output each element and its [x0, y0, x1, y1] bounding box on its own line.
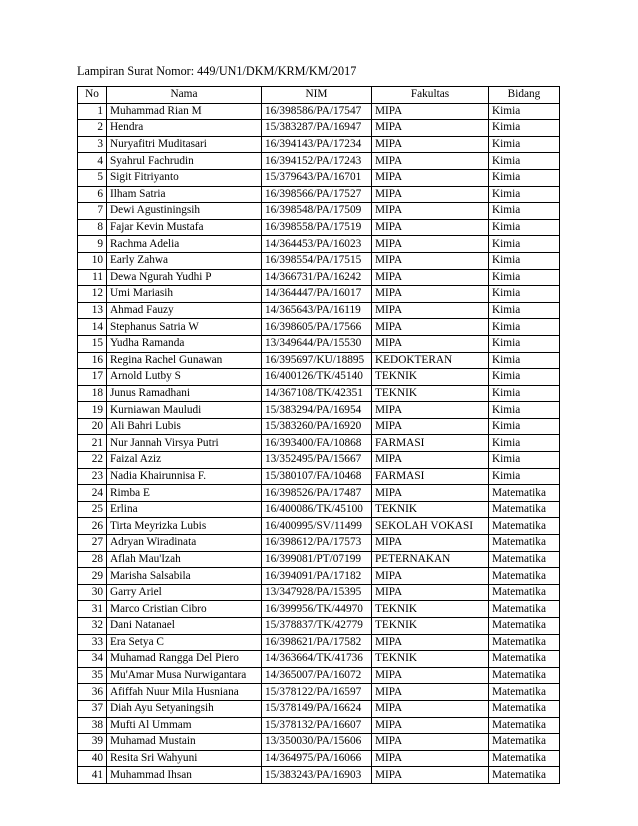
cell-nama: Junus Ramadhani	[107, 385, 262, 402]
cell-fakultas: MIPA	[372, 700, 489, 717]
table-row	[78, 452, 560, 469]
table-row	[78, 700, 560, 717]
cell-bidang: Kimia	[489, 452, 560, 469]
cell-nama: Rachma Adelia	[107, 236, 262, 253]
cell-nim: 16/400995/SV/11499	[262, 518, 372, 535]
cell-no: 13	[78, 302, 107, 319]
cell-fakultas: MIPA	[372, 319, 489, 336]
cell-fakultas: MIPA	[372, 750, 489, 767]
cell-nama: Stephanus Satria W	[107, 319, 262, 336]
cell-bidang: Kimia	[489, 319, 560, 336]
cell-nama: Arnold Lutby S	[107, 369, 262, 386]
cell-nim: 16/395697/KU/18895	[262, 352, 372, 369]
cell-nim: 14/365007/PA/16072	[262, 667, 372, 684]
cell-no: 9	[78, 236, 107, 253]
cell-bidang: Kimia	[489, 435, 560, 452]
cell-bidang: Kimia	[489, 103, 560, 120]
table-row	[78, 435, 560, 452]
cell-nama: Aflah Mau'Izah	[107, 551, 262, 568]
cell-nim: 16/393400/FA/10868	[262, 435, 372, 452]
cell-nim: 15/378122/PA/16597	[262, 684, 372, 701]
cell-nim: 13/350030/PA/15606	[262, 734, 372, 751]
cell-bidang: Matematika	[489, 551, 560, 568]
table-row	[78, 485, 560, 502]
cell-nim: 15/378149/PA/16624	[262, 700, 372, 717]
cell-no: 19	[78, 402, 107, 419]
cell-bidang: Matematika	[489, 518, 560, 535]
cell-no: 26	[78, 518, 107, 535]
cell-nama: Rimba E	[107, 485, 262, 502]
header-bidang: Bidang	[489, 87, 560, 104]
cell-no: 31	[78, 601, 107, 618]
cell-bidang: Matematika	[489, 535, 560, 552]
cell-fakultas: MIPA	[372, 402, 489, 419]
table-row	[78, 269, 560, 286]
table-row	[78, 219, 560, 236]
cell-fakultas: TEKNIK	[372, 385, 489, 402]
cell-bidang: Matematika	[489, 601, 560, 618]
cell-fakultas: MIPA	[372, 136, 489, 153]
table-row	[78, 634, 560, 651]
cell-nama: Faizal Aziz	[107, 452, 262, 469]
cell-nim: 15/383243/PA/16903	[262, 767, 372, 784]
cell-nama: Early Zahwa	[107, 252, 262, 269]
table-row	[78, 186, 560, 203]
table-row	[78, 286, 560, 303]
cell-nama: Era Setya C	[107, 634, 262, 651]
cell-no: 39	[78, 734, 107, 751]
cell-no: 40	[78, 750, 107, 767]
table-row	[78, 418, 560, 435]
cell-bidang: Kimia	[489, 468, 560, 485]
table-row	[78, 584, 560, 601]
cell-fakultas: TEKNIK	[372, 501, 489, 518]
cell-nama: Nuryafitri Muditasari	[107, 136, 262, 153]
cell-bidang: Matematika	[489, 584, 560, 601]
cell-fakultas: KEDOKTERAN	[372, 352, 489, 369]
cell-no: 30	[78, 584, 107, 601]
table-row	[78, 335, 560, 352]
cell-no: 2	[78, 120, 107, 137]
cell-nama: Ali Bahri Lubis	[107, 418, 262, 435]
cell-nim: 14/364975/PA/16066	[262, 750, 372, 767]
header-fakultas: Fakultas	[372, 87, 489, 104]
cell-fakultas: FARMASI	[372, 435, 489, 452]
cell-nim: 14/364447/PA/16017	[262, 286, 372, 303]
cell-nama: Muhammad Rian M	[107, 103, 262, 120]
cell-bidang: Kimia	[489, 236, 560, 253]
cell-nim: 16/394143/PA/17234	[262, 136, 372, 153]
cell-bidang: Kimia	[489, 136, 560, 153]
cell-nim: 13/347928/PA/15395	[262, 584, 372, 601]
cell-no: 28	[78, 551, 107, 568]
cell-fakultas: MIPA	[372, 485, 489, 502]
table-row	[78, 501, 560, 518]
cell-no: 14	[78, 319, 107, 336]
cell-nim: 14/365643/PA/16119	[262, 302, 372, 319]
table-row	[78, 518, 560, 535]
cell-no: 3	[78, 136, 107, 153]
table-row	[78, 767, 560, 784]
cell-bidang: Kimia	[489, 169, 560, 186]
table-row	[78, 236, 560, 253]
cell-no: 20	[78, 418, 107, 435]
table-row	[78, 369, 560, 386]
cell-nim: 16/399081/PT/07199	[262, 551, 372, 568]
cell-nama: Mufti Al Ummam	[107, 717, 262, 734]
cell-fakultas: MIPA	[372, 103, 489, 120]
cell-nama: Adryan Wiradinata	[107, 535, 262, 552]
cell-bidang: Kimia	[489, 269, 560, 286]
cell-bidang: Matematika	[489, 734, 560, 751]
cell-no: 21	[78, 435, 107, 452]
table-row	[78, 601, 560, 618]
table-row	[78, 651, 560, 668]
table-row	[78, 568, 560, 585]
table-row	[78, 750, 560, 767]
cell-bidang: Kimia	[489, 186, 560, 203]
cell-no: 16	[78, 352, 107, 369]
cell-no: 33	[78, 634, 107, 651]
cell-nama: Dewi Agustiningsih	[107, 203, 262, 220]
cell-no: 37	[78, 700, 107, 717]
cell-no: 12	[78, 286, 107, 303]
table-row	[78, 734, 560, 751]
cell-fakultas: MIPA	[372, 734, 489, 751]
cell-fakultas: FARMASI	[372, 468, 489, 485]
cell-nim: 16/398586/PA/17547	[262, 103, 372, 120]
cell-no: 4	[78, 153, 107, 170]
cell-bidang: Matematika	[489, 618, 560, 635]
cell-nim: 16/394152/PA/17243	[262, 153, 372, 170]
cell-fakultas: MIPA	[372, 717, 489, 734]
cell-fakultas: MIPA	[372, 269, 489, 286]
table-row	[78, 618, 560, 635]
cell-no: 24	[78, 485, 107, 502]
table-row	[78, 402, 560, 419]
cell-bidang: Matematika	[489, 568, 560, 585]
cell-nama: Ilham Satria	[107, 186, 262, 203]
cell-fakultas: MIPA	[372, 120, 489, 137]
cell-bidang: Kimia	[489, 385, 560, 402]
header-nama: Nama	[107, 87, 262, 104]
cell-fakultas: MIPA	[372, 153, 489, 170]
cell-no: 23	[78, 468, 107, 485]
cell-nim: 16/394091/PA/17182	[262, 568, 372, 585]
cell-bidang: Kimia	[489, 120, 560, 137]
cell-nim: 16/398612/PA/17573	[262, 535, 372, 552]
header-no: No	[78, 87, 107, 104]
table-row	[78, 684, 560, 701]
cell-fakultas: MIPA	[372, 634, 489, 651]
table-row	[78, 153, 560, 170]
cell-nim: 16/400086/TK/45100	[262, 501, 372, 518]
cell-nama: Regina Rachel Gunawan	[107, 352, 262, 369]
cell-fakultas: MIPA	[372, 186, 489, 203]
cell-nama: Tirta Meyrizka Lubis	[107, 518, 262, 535]
cell-nama: Fajar Kevin Mustafa	[107, 219, 262, 236]
cell-no: 27	[78, 535, 107, 552]
cell-no: 36	[78, 684, 107, 701]
table-row	[78, 385, 560, 402]
cell-fakultas: MIPA	[372, 767, 489, 784]
table-row	[78, 551, 560, 568]
cell-nama: Dani Natanael	[107, 618, 262, 635]
cell-fakultas: MIPA	[372, 684, 489, 701]
cell-nama: Mu'Amar Musa Nurwigantara	[107, 667, 262, 684]
cell-nama: Muhamad Rangga Del Piero	[107, 651, 262, 668]
cell-nama: Diah Ayu Setyaningsih	[107, 700, 262, 717]
cell-nama: Umi Mariasih	[107, 286, 262, 303]
cell-nim: 14/367108/TK/42351	[262, 385, 372, 402]
cell-nama: Muhammad Ihsan	[107, 767, 262, 784]
cell-fakultas: SEKOLAH VOKASI	[372, 518, 489, 535]
cell-fakultas: MIPA	[372, 302, 489, 319]
cell-no: 15	[78, 335, 107, 352]
cell-fakultas: TEKNIK	[372, 618, 489, 635]
cell-fakultas: TEKNIK	[372, 601, 489, 618]
cell-nim: 15/380107/FA/10468	[262, 468, 372, 485]
cell-fakultas: MIPA	[372, 335, 489, 352]
cell-nama: Garry Ariel	[107, 584, 262, 601]
cell-nama: Hendra	[107, 120, 262, 137]
cell-nim: 16/398558/PA/17519	[262, 219, 372, 236]
cell-nama: Yudha Ramanda	[107, 335, 262, 352]
cell-nama: Kurniawan Mauludi	[107, 402, 262, 419]
table-row	[78, 302, 560, 319]
table-row	[78, 717, 560, 734]
cell-nama: Muhamad Mustain	[107, 734, 262, 751]
cell-nim: 15/383287/PA/16947	[262, 120, 372, 137]
cell-nama: Syahrul Fachrudin	[107, 153, 262, 170]
cell-nim: 15/378837/TK/42779	[262, 618, 372, 635]
cell-nim: 15/379643/PA/16701	[262, 169, 372, 186]
cell-nim: 16/400126/TK/45140	[262, 369, 372, 386]
cell-bidang: Matematika	[489, 700, 560, 717]
cell-bidang: Matematika	[489, 485, 560, 502]
cell-no: 38	[78, 717, 107, 734]
cell-nama: Sigit Fitriyanto	[107, 169, 262, 186]
cell-bidang: Kimia	[489, 302, 560, 319]
header-nim: NIM	[262, 87, 372, 104]
cell-no: 25	[78, 501, 107, 518]
cell-nim: 14/364453/PA/16023	[262, 236, 372, 253]
cell-nim: 16/398548/PA/17509	[262, 203, 372, 220]
table-row	[78, 169, 560, 186]
cell-nama: Ahmad Fauzy	[107, 302, 262, 319]
cell-nama: Dewa Ngurah Yudhi P	[107, 269, 262, 286]
cell-no: 11	[78, 269, 107, 286]
cell-fakultas: MIPA	[372, 203, 489, 220]
cell-bidang: Kimia	[489, 252, 560, 269]
cell-nim: 14/366731/PA/16242	[262, 269, 372, 286]
cell-nim: 14/363664/TK/41736	[262, 651, 372, 668]
cell-no: 5	[78, 169, 107, 186]
cell-nama: Afiffah Nuur Mila Husniana	[107, 684, 262, 701]
cell-nim: 16/398621/PA/17582	[262, 634, 372, 651]
cell-no: 41	[78, 767, 107, 784]
cell-no: 29	[78, 568, 107, 585]
table-row	[78, 136, 560, 153]
cell-nim: 13/349644/PA/15530	[262, 335, 372, 352]
cell-nama: Nur Jannah Virsya Putri	[107, 435, 262, 452]
cell-no: 17	[78, 369, 107, 386]
table-row	[78, 319, 560, 336]
table-row	[78, 468, 560, 485]
table-row	[78, 252, 560, 269]
cell-fakultas: MIPA	[372, 568, 489, 585]
cell-no: 35	[78, 667, 107, 684]
cell-fakultas: MIPA	[372, 236, 489, 253]
cell-nim: 16/398605/PA/17566	[262, 319, 372, 336]
table-row	[78, 203, 560, 220]
cell-nim: 16/398526/PA/17487	[262, 485, 372, 502]
cell-no: 34	[78, 651, 107, 668]
cell-fakultas: TEKNIK	[372, 369, 489, 386]
cell-bidang: Matematika	[489, 501, 560, 518]
cell-bidang: Kimia	[489, 418, 560, 435]
cell-bidang: Matematika	[489, 684, 560, 701]
cell-no: 8	[78, 219, 107, 236]
table-row	[78, 120, 560, 137]
cell-no: 1	[78, 103, 107, 120]
cell-fakultas: PETERNAKAN	[372, 551, 489, 568]
table-body	[78, 103, 560, 783]
cell-bidang: Kimia	[489, 335, 560, 352]
table-row	[78, 352, 560, 369]
document-title: Lampiran Surat Nomor: 449/UN1/DKM/KRM/KM/2017	[77, 64, 357, 78]
table-header-row	[78, 87, 560, 104]
cell-bidang: Matematika	[489, 717, 560, 734]
cell-fakultas: MIPA	[372, 169, 489, 186]
cell-fakultas: TEKNIK	[372, 651, 489, 668]
cell-nama: Resita Sri Wahyuni	[107, 750, 262, 767]
cell-nim: 16/398554/PA/17515	[262, 252, 372, 269]
cell-fakultas: MIPA	[372, 535, 489, 552]
cell-nama: Marisha Salsabila	[107, 568, 262, 585]
cell-no: 10	[78, 252, 107, 269]
cell-fakultas: MIPA	[372, 252, 489, 269]
cell-nama: Nadia Khairunnisa F.	[107, 468, 262, 485]
cell-nim: 15/383294/PA/16954	[262, 402, 372, 419]
cell-bidang: Kimia	[489, 203, 560, 220]
table-row	[78, 103, 560, 120]
cell-fakultas: MIPA	[372, 584, 489, 601]
cell-bidang: Matematika	[489, 767, 560, 784]
cell-fakultas: MIPA	[372, 452, 489, 469]
table-row	[78, 535, 560, 552]
participant-table	[77, 86, 560, 784]
cell-nim: 16/399956/TK/44970	[262, 601, 372, 618]
cell-bidang: Matematika	[489, 634, 560, 651]
cell-nim: 15/383260/PA/16920	[262, 418, 372, 435]
cell-fakultas: MIPA	[372, 286, 489, 303]
cell-nama: Erlina	[107, 501, 262, 518]
cell-no: 32	[78, 618, 107, 635]
table-row	[78, 667, 560, 684]
cell-fakultas: MIPA	[372, 667, 489, 684]
cell-bidang: Kimia	[489, 219, 560, 236]
cell-no: 18	[78, 385, 107, 402]
cell-bidang: Kimia	[489, 352, 560, 369]
cell-bidang: Matematika	[489, 750, 560, 767]
cell-bidang: Kimia	[489, 402, 560, 419]
cell-nim: 15/378132/PA/16607	[262, 717, 372, 734]
cell-bidang: Matematika	[489, 667, 560, 684]
cell-no: 7	[78, 203, 107, 220]
cell-fakultas: MIPA	[372, 219, 489, 236]
cell-nim: 13/352495/PA/15667	[262, 452, 372, 469]
cell-bidang: Kimia	[489, 286, 560, 303]
cell-bidang: Matematika	[489, 651, 560, 668]
cell-no: 22	[78, 452, 107, 469]
cell-no: 6	[78, 186, 107, 203]
cell-bidang: Kimia	[489, 153, 560, 170]
cell-bidang: Kimia	[489, 369, 560, 386]
cell-fakultas: MIPA	[372, 418, 489, 435]
cell-nama: Marco Cristian Cibro	[107, 601, 262, 618]
cell-nim: 16/398566/PA/17527	[262, 186, 372, 203]
